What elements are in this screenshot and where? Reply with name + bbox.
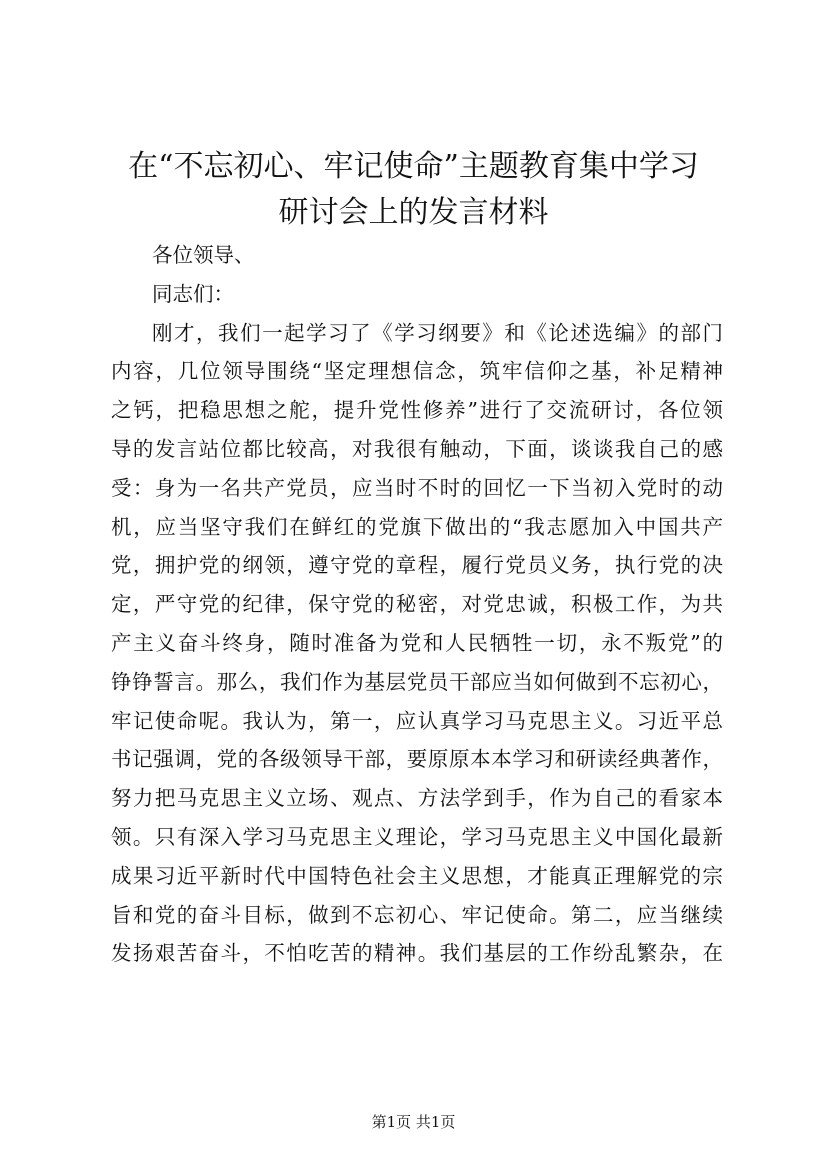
body-line-2: 内容，几位领导围绕“坚定理想信念，筑牢信仰之基，补足精神 <box>111 359 723 384</box>
body-line-10: 铮铮誓言。那么，我们作为基层党员干部应当如何做到不忘初心， <box>111 669 723 694</box>
greeting-line-2: 同志们： <box>152 281 234 306</box>
body-line-3: 之钙，把稳思想之舵，提升党性修养”进行了交流研讨，各位领 <box>111 398 723 423</box>
body-line-7: 党，拥护党的纲领，遵守党的章程，履行党员义务，执行党的决 <box>111 553 723 578</box>
body-line-16: 旨和党的奋斗目标，做到不忘初心、牢记使命。第二，应当继续 <box>111 902 723 927</box>
title-line-1: 在“不忘初心、牢记使命”主题教育集中学习 <box>128 149 699 184</box>
body-line-5: 受：身为一名共产党员，应当时不时的回忆一下当初入党时的动 <box>111 475 723 500</box>
body-line-12: 书记强调，党的各级领导干部，要原原本本学习和研读经典著作， <box>111 747 723 772</box>
page-footer: 第1页 共1页 <box>371 1113 456 1131</box>
body-line-14: 领。只有深入学习马克思主义理论，学习马克思主义中国化最新 <box>111 824 723 849</box>
body-line-17: 发扬艰苦奋斗，不怕吃苦的精神。我们基层的工作纷乱繁杂，在 <box>111 941 723 966</box>
body-line-8: 定，严守党的纪律，保守党的秘密，对党忠诚，积极工作，为共 <box>111 592 723 617</box>
document-body <box>111 236 723 973</box>
body-line-9: 产主义奋斗终身，随时准备为党和人民牺牲一切，永不叛党”的 <box>111 630 723 655</box>
body-line-15: 成果习近平新时代中国特色社会主义思想，才能真正理解党的宗 <box>111 863 723 888</box>
body-line-13: 努力把马克思主义立场、观点、方法学到手，作为自己的看家本 <box>111 786 723 811</box>
greeting-line-1: 各位领导、 <box>152 243 255 267</box>
body-line-6: 机，应当坚守我们在鲜红的党旗下做出的“我志愿加入中国共产 <box>111 514 723 539</box>
body-line-4: 导的发言站位都比较高，对我很有触动，下面，谈谈我自己的感 <box>111 436 723 461</box>
title-line-2: 研讨会上的发言材料 <box>278 195 549 230</box>
body-line-11: 牢记使命呢。我认为，第一，应认真学习马克思主义。习近平总 <box>111 708 723 733</box>
document-title <box>100 144 727 236</box>
body-line-1: 刚才，我们一起学习了《学习纲要》和《论述选编》的部门 <box>152 320 723 345</box>
